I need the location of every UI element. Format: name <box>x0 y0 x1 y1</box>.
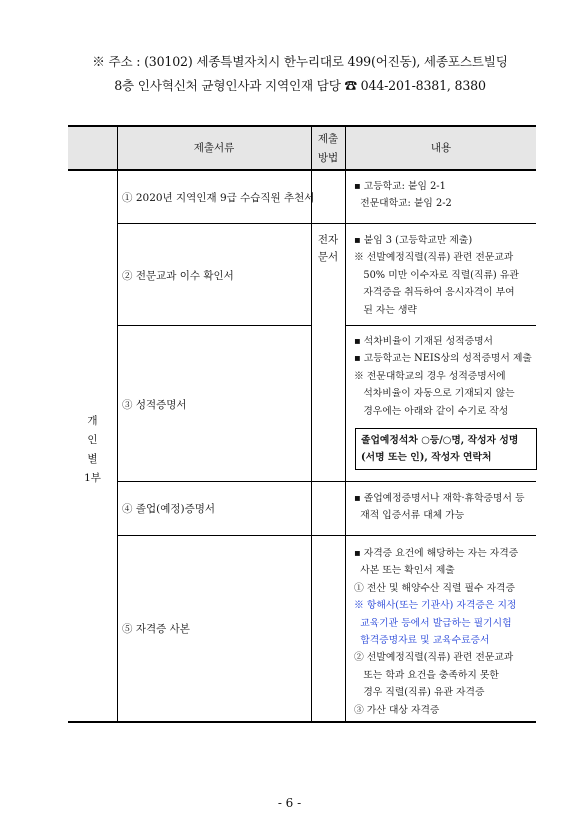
row-divider <box>346 325 536 326</box>
address-line-1: ※ 주소 : (30102) 세종특별자치시 한누리대로 499(어진동), 세종포스트빌딩 <box>92 54 508 69</box>
row-title-graduation: ④ 졸업(예정)증명서 <box>122 503 216 515</box>
row-content-graduation <box>354 490 525 525</box>
content-line-highlight: 교육기관 등에서 발급하는 필기시험 <box>354 617 512 629</box>
address-line-2: 8층 인사혁신처 균형인사과 지역인재 담당 ☎ 044-201-8381, 8380 <box>114 78 486 93</box>
row-title-vocational-course: ② 전문교과 이수 확인서 <box>122 270 234 282</box>
note-box-line: (서명 또는 인), 작성자 연락처 <box>361 452 492 463</box>
content-line-highlight: ※ 항해사(또는 기관사) 자격증은 지정 <box>354 600 517 612</box>
content-line: ▪ 고등학교는 NEIS상의 성적증명서 제출 <box>354 353 532 365</box>
row-content-recommendation <box>354 178 452 213</box>
row-content-certificate <box>354 545 518 719</box>
table-bottom-border <box>68 721 536 723</box>
row-divider <box>117 481 536 482</box>
group-label-char: 인 <box>87 434 98 446</box>
row-content-transcript <box>354 333 532 420</box>
content-line: ※ 전문대학교의 경우 성적증명서에 <box>354 370 506 382</box>
group-label-char: 1부 <box>84 472 101 484</box>
content-line-highlight: 합격증명자료 및 교육수료증서 <box>354 635 490 647</box>
content-line: ▪ 석차비율이 기재된 성적증명서 <box>354 336 494 347</box>
row-divider <box>117 325 312 326</box>
header-method-line1: 제출 <box>317 133 339 145</box>
content-line: 경우에는 아래와 같이 수기로 작성 <box>354 405 509 417</box>
content-line: 전문대학교: 붙임 2-2 <box>354 198 452 210</box>
group-label-char: 개 <box>87 415 98 427</box>
content-line: ▪ 졸업예정증명서나 재학·휴학증명서 등 <box>354 493 525 504</box>
page-number: - 6 - <box>277 796 302 810</box>
header-content: 내용 <box>430 142 452 154</box>
method-label-line: 전자 <box>317 234 339 246</box>
header-method <box>311 130 345 168</box>
column-divider <box>345 126 346 722</box>
content-line: ③ 가산 대상 자격증 <box>354 704 440 716</box>
content-line: 또는 학과 요건을 충족하지 못한 <box>354 669 499 681</box>
method-label <box>311 232 345 266</box>
content-line: 사본 또는 확인서 제출 <box>354 565 455 577</box>
content-line: ① 전산 및 해양수산 직렬 필수 자격증 <box>354 582 515 594</box>
content-line: 석차비율이 자동으로 기재되지 않는 <box>354 388 515 400</box>
row-content-vocational-course <box>354 232 519 319</box>
row-title-certificate: ⑤ 자격증 사본 <box>122 623 190 635</box>
group-label <box>68 412 117 488</box>
content-line: ※ 선발예정직렬(직류) 관련 전문교과 <box>354 252 514 264</box>
content-line: ▪ 붙임 3 (고등학교만 제출) <box>354 235 473 246</box>
content-line: ② 선발예정직렬(직류) 관련 전문교과 <box>354 652 514 664</box>
row-divider <box>117 535 536 536</box>
note-box-line: 졸업예정석차 ○등/○명, 작성자 성명 <box>361 435 519 446</box>
handwritten-rank-note-box <box>355 428 537 470</box>
content-line: 재적 입증서류 대체 가능 <box>354 510 465 522</box>
row-title-transcript: ③ 성적증명서 <box>122 399 187 411</box>
column-divider <box>117 126 118 722</box>
header-method-line2: 방법 <box>317 152 339 164</box>
column-divider <box>311 126 312 722</box>
content-line: 경우 직렬(직류) 유관 자격증 <box>354 687 485 699</box>
header-documents: 제출서류 <box>193 142 235 154</box>
table-header-bottom-border <box>68 169 536 171</box>
content-line: 자격증을 취득하여 응시자격이 부여 <box>354 287 515 299</box>
content-line: 50% 미만 이수자로 직렬(직류) 유관 <box>354 269 519 281</box>
row-divider <box>117 223 536 224</box>
row-title-recommendation: ① 2020년 지역인재 9급 수습직원 추천서 <box>122 192 315 204</box>
method-label-line: 문서 <box>317 251 339 263</box>
table-top-border <box>68 125 536 127</box>
content-line: ▪ 자격증 요건에 해당하는 자는 자격증 <box>354 548 519 559</box>
content-line: ▪ 고등학교: 붙임 2-1 <box>354 181 446 192</box>
content-line: 된 자는 생략 <box>354 304 417 316</box>
group-label-char: 별 <box>87 453 98 465</box>
